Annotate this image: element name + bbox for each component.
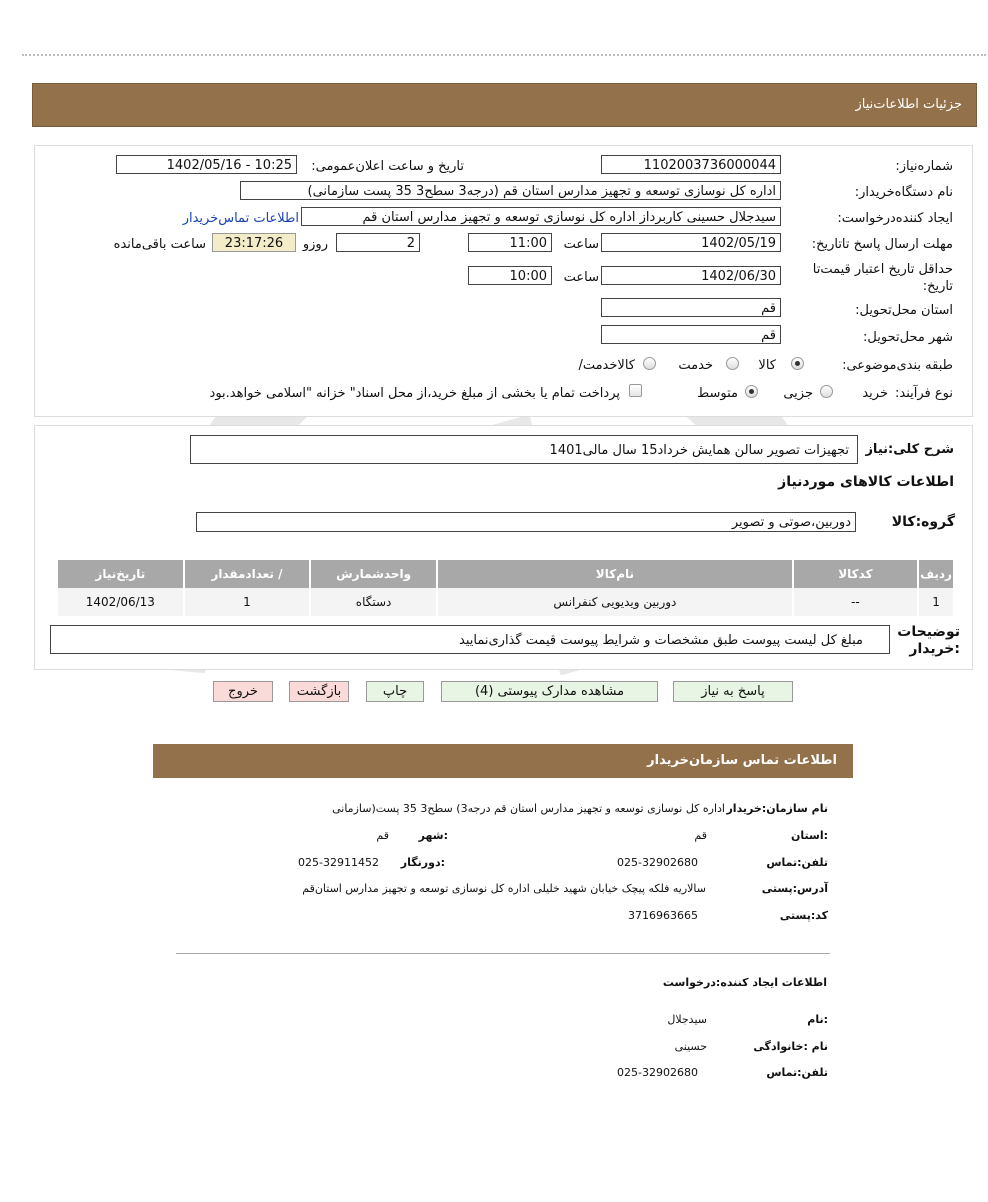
contact-postal-label: کد:پستی xyxy=(779,909,828,922)
cell-goods-name: دوربین ویدیویی کنفرانس xyxy=(437,588,793,616)
city-label: شهر محل‌تحویل: xyxy=(863,330,953,345)
validity-date-field: 1402/06/30 xyxy=(601,266,781,285)
process-option-minor: جزیی xyxy=(783,386,813,401)
creator-name-label: :نام xyxy=(807,1013,828,1026)
category-radio-service[interactable] xyxy=(726,357,739,370)
goods-table-header xyxy=(57,560,953,588)
buyer-contact-title: اطلاعات تماس سازمان‌خریدار xyxy=(647,753,837,768)
reply-button[interactable]: پاسخ به نیاز xyxy=(673,681,793,702)
cell-need-date: 1402/06/13 xyxy=(57,588,184,616)
category-radio-both[interactable] xyxy=(643,357,656,370)
creator-info-title: اطلاعات ایجاد کننده:درخواست xyxy=(662,976,827,989)
contact-city-value: قم xyxy=(376,829,389,842)
treasury-payment-checkbox[interactable] xyxy=(629,384,642,397)
deadline-date-field: 1402/05/19 xyxy=(601,233,781,252)
category-option-service: خدمت xyxy=(678,358,713,373)
contact-address-label: آدرس:پستی xyxy=(761,882,828,895)
deadline-time-label: ساعت xyxy=(563,237,599,252)
contact-city-label: :شهر xyxy=(418,829,448,842)
days-label: روزو xyxy=(302,237,328,252)
process-buy-label: خرید xyxy=(862,386,888,401)
goods-section-title: اطلاعات کالاهای موردنیاز xyxy=(778,474,954,490)
creator-label: ایجاد کننده‌درخواست: xyxy=(837,211,953,226)
org-label: نام سازمان:خریدار xyxy=(726,802,828,815)
view-attachments-button[interactable]: مشاهده مدارک پیوستی (4) xyxy=(441,681,658,702)
treasury-payment-note: پرداخت تمام یا بخشی از مبلغ خرید،از محل اسناد" خزانه "اسلامی خواهد.بود xyxy=(209,386,620,401)
creator-phone-value: 025-32902680 xyxy=(617,1066,698,1079)
days-field: 2 xyxy=(336,233,420,252)
announce-label: تاریخ و ساعت اعلان‌عمومی: xyxy=(311,159,464,174)
col-goods-name: نام‌کالا xyxy=(437,560,793,588)
goods-group-label: گروه:کالا xyxy=(891,514,955,530)
province-field: قم xyxy=(601,298,781,317)
buyer-contact-link[interactable]: اطلاعات تماس‌خریدار xyxy=(182,211,299,226)
contact-divider xyxy=(176,953,830,954)
contact-fax-value: 025-32911452 xyxy=(298,856,379,869)
table-row xyxy=(57,588,953,616)
cell-unit: دستگاه xyxy=(310,588,437,616)
cell-goods-code: -- xyxy=(793,588,918,616)
description-label: شرح کلی:نیاز xyxy=(865,442,954,457)
contact-province-label: :استان xyxy=(791,829,828,842)
category-radio-goods[interactable] xyxy=(791,357,804,370)
org-value: اداره کل نوسازی توسعه و تجهیز مدارس استان قم درجه3) سطح3 35 پست(سازمانی xyxy=(332,802,725,815)
col-need-date: تاریخ‌نیاز xyxy=(57,560,184,588)
buyer-contact-header xyxy=(153,744,853,778)
top-dotted-divider xyxy=(22,54,986,56)
cell-quantity: 1 xyxy=(184,588,310,616)
goods-table xyxy=(56,560,953,616)
contact-postal-value: 3716963665 xyxy=(628,909,698,922)
contact-phone-value: 025-32902680 xyxy=(617,856,698,869)
col-goods-code: کدکالا xyxy=(793,560,918,588)
creator-family-label: نام :خانوادگی xyxy=(753,1040,828,1053)
creator-name-value: سیدجلال xyxy=(667,1013,707,1026)
buyer-field: اداره کل نوسازی توسعه و تجهیز مدارس استان قم (درجه3 سطح3 35 پست سازمانی) xyxy=(240,181,781,200)
contact-phone-label: تلفن:تماس xyxy=(766,856,828,869)
creator-family-value: حسینی xyxy=(674,1040,707,1053)
validity-time-field: 10:00 xyxy=(468,266,552,285)
contact-address-value: سالاریه فلکه پیچک خیابان شهید خلیلی اداره کل نوسازی توسعه و تجهیز مدارس استان‌قم xyxy=(302,882,706,895)
contact-province-value: قم xyxy=(694,829,707,842)
back-button[interactable]: بازگشت xyxy=(289,681,349,702)
buyer-notes-label: توضیحات :خریدار xyxy=(897,624,960,657)
creator-phone-label: تلفن:تماس xyxy=(766,1066,828,1079)
col-row-number: ردیف xyxy=(918,560,953,588)
category-label: طبقه بندی‌موضوعی: xyxy=(842,358,953,373)
remaining-label: ساعت باقی‌مانده xyxy=(113,237,206,252)
details-header-bar xyxy=(32,83,977,127)
page-title: جزئیات اطلاعات‌نیاز xyxy=(855,97,962,112)
description-field: تجهیزات تصویر سالن همایش خرداد15 سال مالی1401 xyxy=(190,435,858,464)
validity-label: حداقل تاریخ اعتبار قیمت‌تا تاریخ: xyxy=(812,262,953,294)
remaining-time-badge: 23:17:26 xyxy=(212,233,296,252)
category-option-both: کالا‌خدمت/ xyxy=(578,358,635,373)
city-field: قم xyxy=(601,325,781,344)
announce-field: 1402/05/16 - 10:25 xyxy=(116,155,297,174)
exit-button[interactable]: خروج xyxy=(213,681,273,702)
deadline-label: مهلت ارسال پاسخ تا‌تاریخ: xyxy=(811,237,953,252)
process-radio-minor[interactable] xyxy=(820,385,833,398)
deadline-time-field: 11:00 xyxy=(468,233,552,252)
process-radio-medium[interactable] xyxy=(745,385,758,398)
validity-time-label: ساعت xyxy=(563,270,599,285)
buyer-notes-field: مبلغ کل لیست پیوست طبق مشخصات و شرایط پیوست قیمت گذاری‌نمایید xyxy=(50,625,890,654)
print-button[interactable]: چاپ xyxy=(366,681,424,702)
category-option-goods: کالا xyxy=(758,358,776,373)
need-number-label: شماره‌نیاز: xyxy=(895,159,953,174)
col-quantity: / تعدادمقدار xyxy=(184,560,310,588)
cell-row-number: 1 xyxy=(918,588,953,616)
need-number-field: 1102003736000044 xyxy=(601,155,781,174)
buyer-label: نام دستگاه‌خریدار: xyxy=(854,185,953,200)
process-label: نوع فرآیند: xyxy=(895,386,953,401)
col-unit: واحدشمارش xyxy=(310,560,437,588)
creator-field: سیدجلال حسینی کاربرداز اداره کل نوسازی توسعه و تجهیز مدارس استان قم xyxy=(301,207,781,226)
process-option-medium: متوسط xyxy=(697,386,738,401)
goods-group-field: دوربین،صوتی و تصویر xyxy=(196,512,856,532)
province-label: استان محل‌تحویل: xyxy=(855,303,953,318)
contact-fax-label: :دورنگار xyxy=(400,856,445,869)
